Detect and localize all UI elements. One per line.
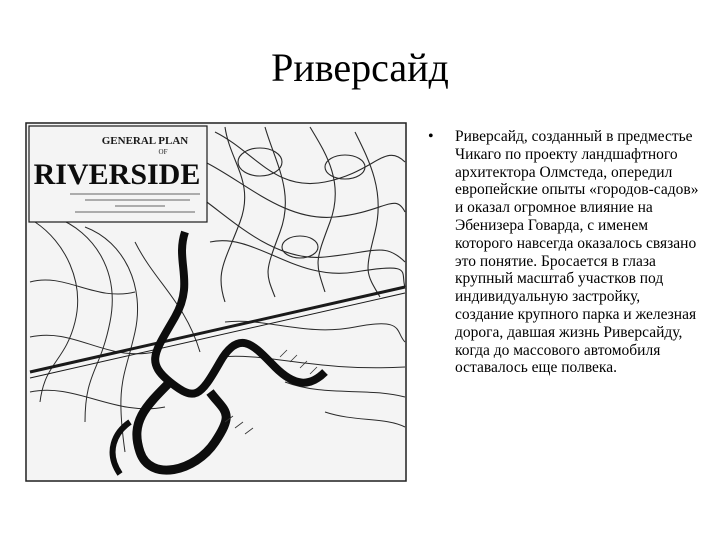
bullet-item-text: Риверсайд, созданный в предместье Чикаго по проекту ландшафтного архитектора Олмстеда, опередил европейские опыты «городов-садов» и оказал огромное влияние на Эбенизера Говарда, с именем которого навсегда оказалось связано это понятие. Бросается в глаза крупный масштаб участков под индивидуальную застройку, создание крупного парка и железная дорога, давшая жизнь Риверсайду, когда до массового автомобиля оставалось еще полвека. xyxy=(455,128,699,377)
map-heading-of: OF xyxy=(158,148,168,156)
map-heading-riverside: RIVERSIDE xyxy=(33,158,201,191)
bullet-list xyxy=(428,128,700,377)
bullet-marker: • xyxy=(428,128,434,145)
slide-title: Риверсайд xyxy=(271,45,449,90)
map-heading-general-plan: GENERAL PLAN xyxy=(101,135,189,147)
riverside-plan-image xyxy=(25,122,407,482)
